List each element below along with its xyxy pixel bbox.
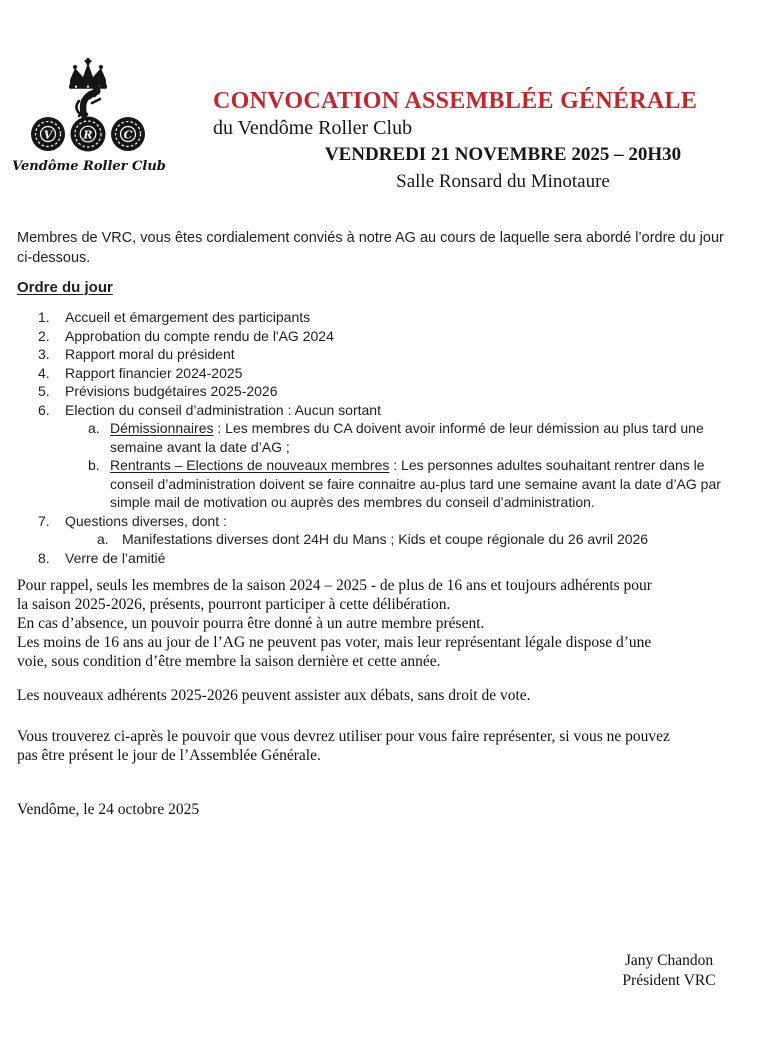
text-line: En cas d’absence, un pouvoir pourra être donné à un autre membre présent. (17, 615, 485, 632)
intro-paragraph (17, 228, 752, 268)
signature-block (608, 951, 730, 991)
agenda-heading: Ordre du jour (17, 279, 113, 296)
wheel-letter: R (83, 128, 93, 142)
item-marker: 1. (38, 309, 50, 325)
text-line: la saison 2025-2026, présents, pourront participer à cette délibération. (17, 596, 451, 613)
agenda-item (0, 345, 755, 364)
signature-name: Jany Chandon (624, 952, 714, 969)
text-line: Pour rappel, seuls les membres de la saison 2024 – 2025 - de plus de 16 ans et toujours adhérents pour (17, 577, 652, 594)
agenda-item (0, 364, 755, 383)
agenda-item (0, 401, 755, 420)
item-marker: 6. (38, 401, 50, 418)
wheel-letter: V (43, 128, 53, 142)
item-text: : Les membres du CA doivent avoir informé de leur démission au plus tard une semaine avant la date d’AG ; (110, 420, 704, 455)
proxy-paragraph (17, 727, 762, 765)
item-text: Rapport moral du président (65, 346, 235, 362)
wheel-letter: C (123, 128, 133, 142)
text-line: Vous trouverez ci-après le pouvoir que vous devrez utiliser pour vous faire représenter, si vous ne pouvez (17, 728, 670, 745)
document-title: CONVOCATION ASSEMBLÉE GÉNÉRALE (213, 88, 698, 114)
agenda-list (0, 308, 755, 567)
document-subtitle: du Vendôme Roller Club (213, 117, 413, 139)
event-venue: Salle Ronsard du Minotaure (396, 171, 610, 192)
item-text: Verre de l’amitié (65, 549, 166, 566)
item-text: Manifestations diverses dont 24H du Mans ; Kids et coupe régionale du 26 avril 2026 (122, 531, 649, 547)
item-text: Prévisions budgétaires 2025-2026 (65, 383, 278, 399)
item-text: Accueil et émargement des participants (65, 309, 311, 325)
wheel-icon-r (71, 117, 106, 152)
item-marker: 7. (38, 512, 50, 529)
agenda-item (0, 382, 755, 401)
item-text: Rapport financier 2024-2025 (65, 364, 243, 381)
agenda-subitem (0, 419, 755, 456)
agenda-item (0, 549, 755, 568)
text-line: pas être présent le jour de l’Assemblée Générale. (17, 747, 321, 764)
item-marker: a. (97, 531, 109, 547)
item-text: Election du conseil d’administration : Aucun sortant (65, 401, 381, 418)
signature-title: Président VRC (622, 972, 716, 989)
wheel-icon-c (111, 117, 145, 151)
agenda-item (0, 308, 755, 327)
item-marker: b. (88, 457, 100, 473)
text-line: Les moins de 16 ans au jour de l’AG ne peuvent pas voter, mais leur représentant légale dispose d’une (17, 634, 652, 651)
item-text: Approbation du compte rendu de l'AG 2024 (65, 327, 334, 344)
item-text: : Les personnes adultes souhaitant rentrer dans le conseil d’administration doivent se faire connaitre au-plus tard une semaine avant la date d’AG par simple mail de motivation ou auprès des membres du conseil d’administration. (110, 457, 721, 510)
text-line: ci-dessous. (17, 250, 91, 266)
item-marker: 3. (38, 346, 50, 362)
agenda-item (0, 512, 755, 531)
agenda-subitem (0, 456, 755, 512)
agenda-subitem (0, 530, 755, 549)
event-date-line: VENDREDI 21 NOVEMBRE 2025 – 20H30 (324, 144, 682, 165)
new-members-paragraph: Les nouveaux adhérents 2025-2026 peuvent assister aux débats, sans droit de vote. (17, 687, 531, 704)
item-lead: Démissionnaires (110, 420, 214, 436)
text-line: voie, sous condition d’être membre la saison dernière et cette année. (17, 653, 441, 670)
place-date-line: Vendôme, le 24 octobre 2025 (17, 801, 200, 818)
item-marker: 2. (38, 327, 50, 344)
item-marker: 8. (38, 549, 50, 566)
wheel-icon-v (31, 117, 65, 151)
eligibility-paragraph (17, 576, 762, 671)
item-marker: a. (88, 420, 100, 436)
club-logo (12, 58, 166, 176)
item-marker: 4. (38, 364, 50, 381)
club-script-name: Vendôme Roller Club (12, 159, 166, 174)
item-lead: Rentrants – Elections de nouveaux membres (110, 457, 390, 473)
agenda-item (0, 327, 755, 346)
item-marker: 5. (38, 383, 50, 399)
text-line: Membres de VRC, vous êtes cordialement conviés à notre AG au cours de laquelle sera abordé l’ordre du jour (17, 230, 724, 246)
item-text: Questions diverses, dont : (65, 512, 227, 529)
